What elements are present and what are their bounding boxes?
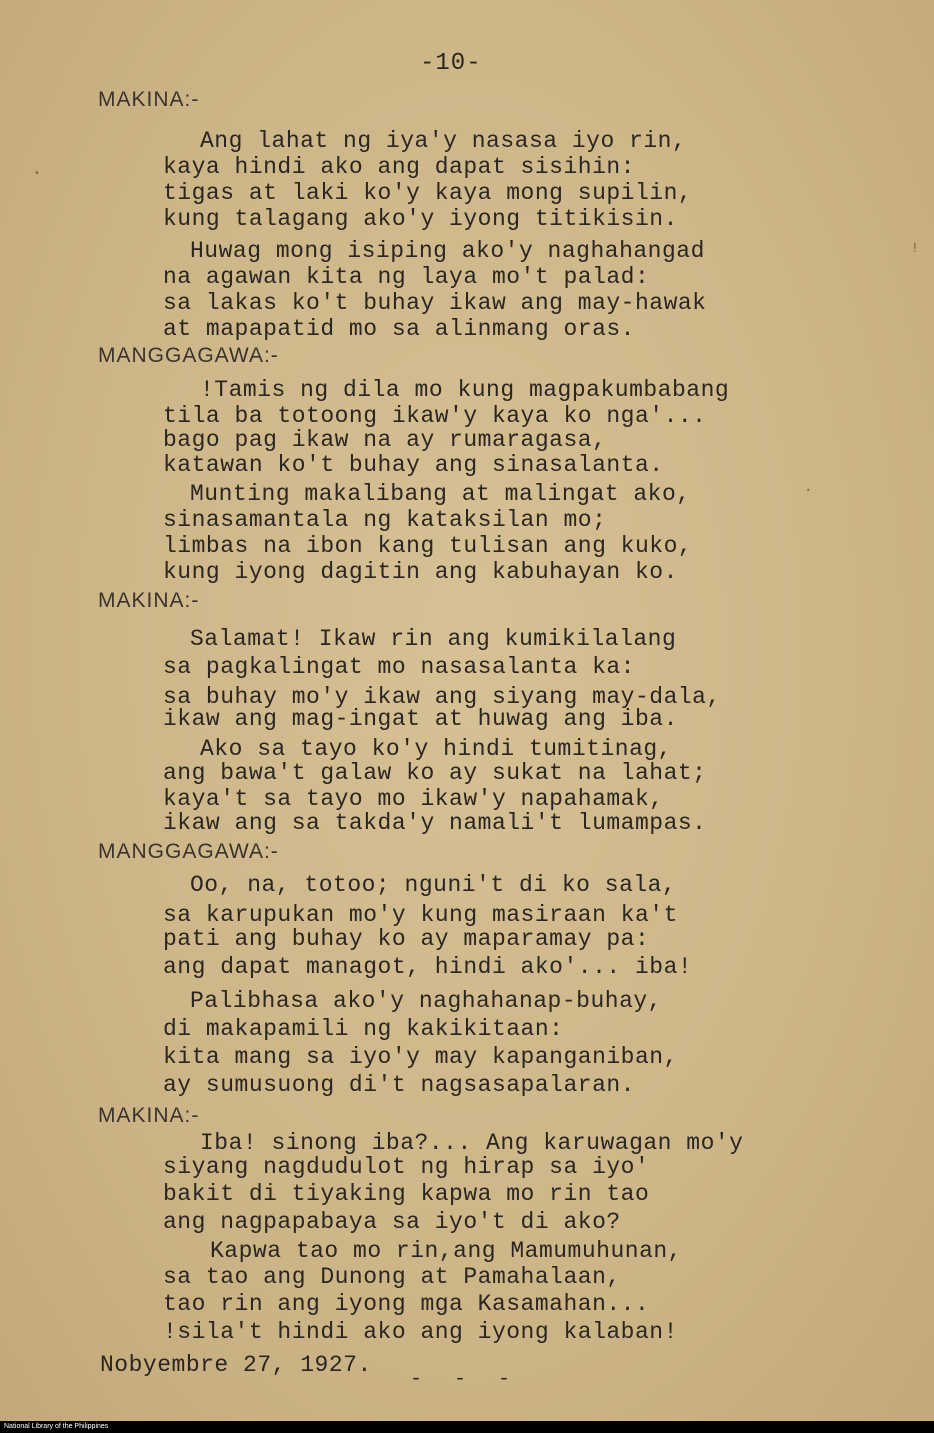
verse-line: Kapwa tao mo rin,ang Mamumuhunan, <box>210 1238 682 1264</box>
verse-line: sa karupukan mo'y kung masiraan ka't <box>163 902 678 928</box>
verse-line: ay sumusuong di't nagsasapalaran. <box>163 1072 635 1098</box>
verse-line: !Tamis ng dila mo kung magpakumbabang <box>200 377 730 403</box>
verse-line: kaya't sa tayo mo ikaw'y napahamak, <box>163 786 664 812</box>
verse-line: Salamat! Ikaw rin ang kumikilalang <box>190 626 677 652</box>
date-line: Nobyembre 27, 1927. <box>100 1352 372 1378</box>
verse-line: siyang nagdudulot ng hirap sa iyo' <box>163 1154 650 1180</box>
verse-line: Munting makalibang at malingat ako, <box>190 481 691 507</box>
verse-line: na agawan kita ng laya mo't palad: <box>163 264 650 290</box>
closing-dashes: - - - <box>410 1368 521 1391</box>
verse-line: sa buhay mo'y ikaw ang siyang may-dala, <box>163 684 721 710</box>
verse-line: tila ba totoong ikaw'y kaya ko nga'... <box>163 403 707 429</box>
speaker-label: MANGGAGAWA:- <box>98 344 279 367</box>
verse-line: pati ang buhay ko ay maparamay pa: <box>163 926 650 952</box>
verse-line: ikaw ang mag-ingat at huwag ang iba. <box>163 706 678 732</box>
verse-line: di makapamili ng kakikitaan: <box>163 1016 564 1042</box>
footer-band <box>0 1421 934 1433</box>
verse-line: sinasamantala ng kataksilan mo; <box>163 507 607 533</box>
ink-spot-icon: • <box>34 168 40 179</box>
verse-line: sa lakas ko't buhay ikaw ang may-hawak <box>163 290 707 316</box>
ink-spot-icon: • <box>806 486 811 495</box>
verse-line: ang nagpapabaya sa iyo't di ako? <box>163 1209 621 1235</box>
verse-line: at mapapatid mo sa alinmang oras. <box>163 316 635 342</box>
stain-mark-icon: ꜝ <box>912 240 918 265</box>
verse-line: kaya hindi ako ang dapat sisihin: <box>163 154 635 180</box>
speaker-label: MAKINA:- <box>98 1104 200 1127</box>
page-number: -10- <box>420 50 482 77</box>
verse-line: Ang lahat ng iya'y nasasa iyo rin, <box>200 128 687 154</box>
verse-line: Iba! sinong iba?... Ang karuwagan mo'y <box>200 1130 744 1156</box>
library-footer: National Library of the Philippines <box>4 1423 109 1430</box>
verse-line: Oo, na, totoo; nguni't di ko sala, <box>190 872 677 898</box>
speaker-label: MAKINA:- <box>98 88 200 111</box>
verse-line: !sila't hindi ako ang iyong kalaban! <box>163 1319 678 1345</box>
verse-line: tao rin ang iyong mga Kasamahan... <box>163 1291 650 1317</box>
speaker-label: MANGGAGAWA:- <box>98 840 279 863</box>
verse-line: Palibhasa ako'y naghahanap-buhay, <box>190 988 662 1014</box>
verse-line: kung talagang ako'y iyong titikisin. <box>163 206 678 232</box>
verse-line: Huwag mong isiping ako'y naghahangad <box>190 238 705 264</box>
verse-line: tigas at laki ko'y kaya mong supilin, <box>163 180 693 206</box>
speaker-label: MAKINA:- <box>98 589 200 612</box>
verse-line: bago pag ikaw na ay rumaragasa, <box>163 427 607 453</box>
verse-line: Ako sa tayo ko'y hindi tumitinag, <box>200 736 672 762</box>
verse-line: ang bawa't galaw ko ay sukat na lahat; <box>163 760 707 786</box>
verse-line: sa pagkalingat mo nasasalanta ka: <box>163 654 635 680</box>
verse-line: ang dapat managot, hindi ako'... iba! <box>163 954 693 980</box>
verse-line: sa tao ang Dunong at Pamahalaan, <box>163 1264 621 1290</box>
verse-line: kita mang sa iyo'y may kapanganiban, <box>163 1044 678 1070</box>
verse-line: katawan ko't buhay ang sinasalanta. <box>163 452 664 478</box>
verse-line: limbas na ibon kang tulisan ang kuko, <box>163 533 693 559</box>
verse-line: ikaw ang sa takda'y namali't lumampas. <box>163 810 707 836</box>
verse-line: kung iyong dagitin ang kabuhayan ko. <box>163 559 678 585</box>
verse-line: bakit di tiyaking kapwa mo rin tao <box>163 1181 650 1207</box>
